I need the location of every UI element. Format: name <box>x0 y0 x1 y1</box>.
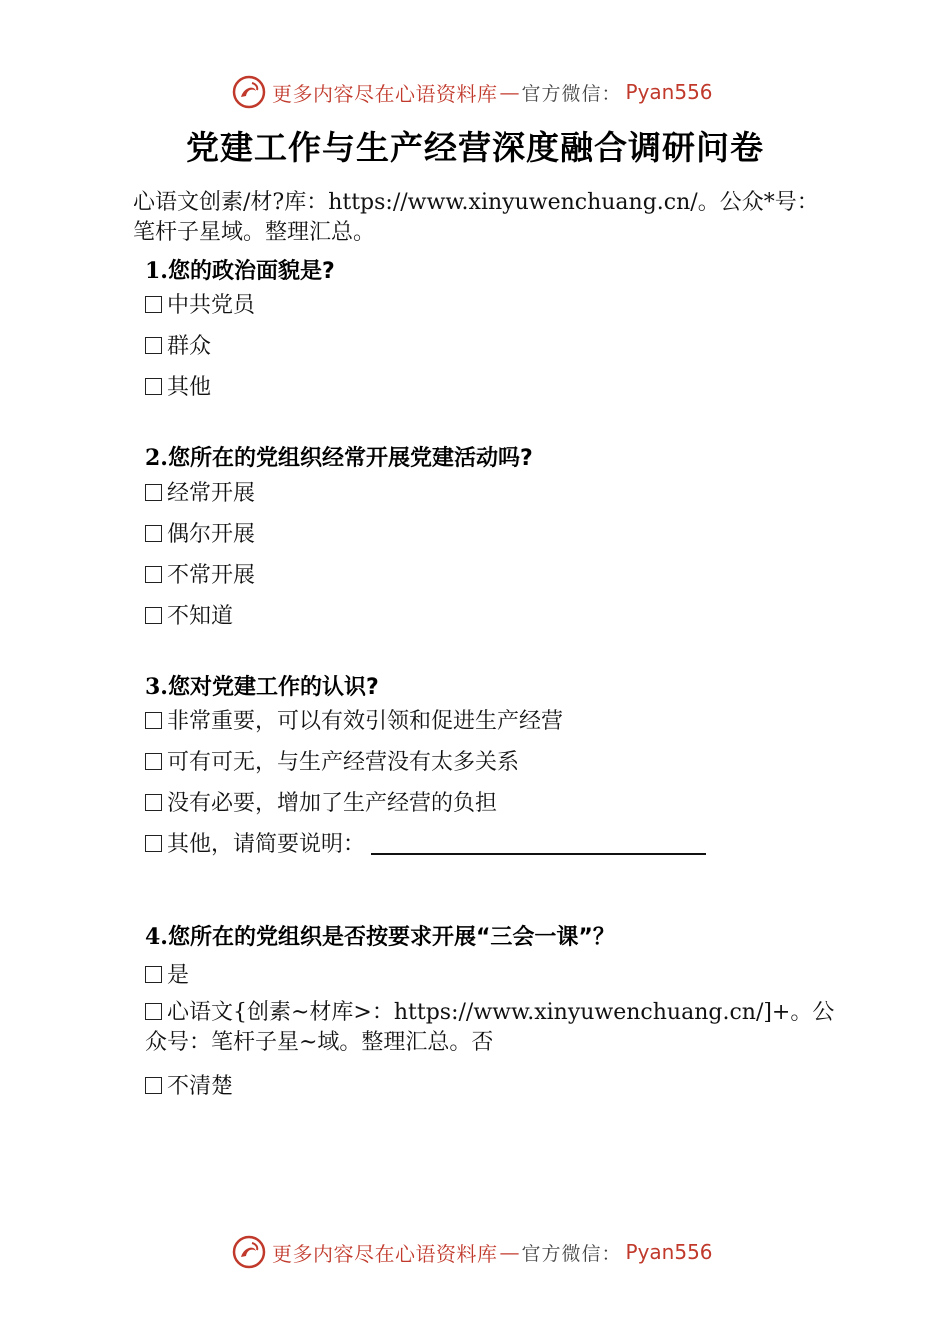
swan-logo-icon <box>232 75 266 109</box>
option-q4-2[interactable] <box>145 998 835 1058</box>
question-2 <box>145 441 533 472</box>
watermark-wechat-id: Pyan556 <box>625 80 713 104</box>
watermark-separator: — <box>499 1240 520 1264</box>
checkbox-icon[interactable] <box>145 966 162 983</box>
option-label: 不常开展 <box>167 563 256 588</box>
question-number: 1. <box>145 258 168 284</box>
option-q2-2[interactable] <box>145 517 255 548</box>
checkbox-icon[interactable] <box>145 337 162 354</box>
question-number: 2. <box>145 445 168 471</box>
watermark-text: 更多内容尽在心语资料库 <box>272 1241 498 1266</box>
question-text: 您所在的党组织经常开展党建活动吗? <box>167 446 533 471</box>
question-number: 3. <box>145 674 168 700</box>
option-q1-3[interactable] <box>145 370 211 401</box>
checkbox-icon[interactable] <box>145 484 162 501</box>
watermark-wechat-id: Pyan556 <box>625 1240 713 1264</box>
option-label: 不知道 <box>167 604 234 629</box>
option-label: 不清楚 <box>167 1074 234 1099</box>
option-label: 是 <box>167 963 190 988</box>
intro-text: 心语文创素/材?库：https://www.xinyuwenchuang.cn/。公众*号：笔杆子星域。整理汇总。 <box>133 190 819 245</box>
watermark-wechat-label: 官方微信： <box>521 1242 622 1265</box>
checkbox-icon[interactable] <box>145 1003 162 1020</box>
option-q1-1[interactable] <box>145 288 255 319</box>
checkbox-icon[interactable] <box>145 378 162 395</box>
checkbox-icon[interactable] <box>145 712 162 729</box>
option-q4-1[interactable] <box>145 958 189 989</box>
option-q2-4[interactable] <box>145 599 233 630</box>
option-label: 非常重要，可以有效引领和促进生产经营 <box>167 709 564 734</box>
option-q3-4[interactable] <box>145 827 706 858</box>
checkbox-icon[interactable] <box>145 525 162 542</box>
option-label: 没有必要，增加了生产经营的负担 <box>167 791 498 816</box>
question-text: 您的政治面貌是? <box>167 259 335 284</box>
option-label: 可有可无，与生产经营没有太多关系 <box>167 750 520 775</box>
answer-blank-field[interactable] <box>371 853 706 855</box>
option-q2-1[interactable] <box>145 476 255 507</box>
watermark-wechat-label: 官方微信： <box>521 82 622 105</box>
checkbox-icon[interactable] <box>145 753 162 770</box>
watermark-separator: — <box>499 80 520 104</box>
option-q3-2[interactable] <box>145 745 519 776</box>
option-q4-3[interactable] <box>145 1069 233 1100</box>
watermark-header <box>232 74 713 110</box>
question-text: 您所在的党组织是否按要求开展“三会一课”？ <box>167 925 615 950</box>
swan-logo-icon <box>232 1235 266 1269</box>
option-label: 群众 <box>167 334 212 359</box>
checkbox-icon[interactable] <box>145 1077 162 1094</box>
option-label: 其他，请简要说明： <box>167 832 366 857</box>
option-q3-3[interactable] <box>145 786 497 817</box>
checkbox-icon[interactable] <box>145 835 162 852</box>
option-label: 其他 <box>167 375 212 400</box>
checkbox-icon[interactable] <box>145 296 162 313</box>
question-3 <box>145 670 379 701</box>
page-title: 党建工作与生产经营深度融合调研问卷 <box>186 128 764 167</box>
option-q1-2[interactable] <box>145 329 211 360</box>
checkbox-icon[interactable] <box>145 607 162 624</box>
option-label: 经常开展 <box>167 481 256 506</box>
option-label: 中共党员 <box>167 293 256 318</box>
question-number: 4. <box>145 924 168 950</box>
option-label: 偶尔开展 <box>167 522 256 547</box>
question-1 <box>145 254 335 285</box>
option-q3-1[interactable] <box>145 704 563 735</box>
option-q2-3[interactable] <box>145 558 255 589</box>
question-text: 您对党建工作的认识? <box>167 675 379 700</box>
checkbox-icon[interactable] <box>145 566 162 583</box>
checkbox-icon[interactable] <box>145 794 162 811</box>
question-4 <box>145 920 615 951</box>
watermark-text: 更多内容尽在心语资料库 <box>272 81 498 106</box>
option-label: 心语文{创素~材库>：https://www.xinyuwenchuang.cn/]+。公众号：笔杆子星~域。整理汇总。否 <box>145 1000 835 1055</box>
watermark-footer <box>232 1234 713 1270</box>
